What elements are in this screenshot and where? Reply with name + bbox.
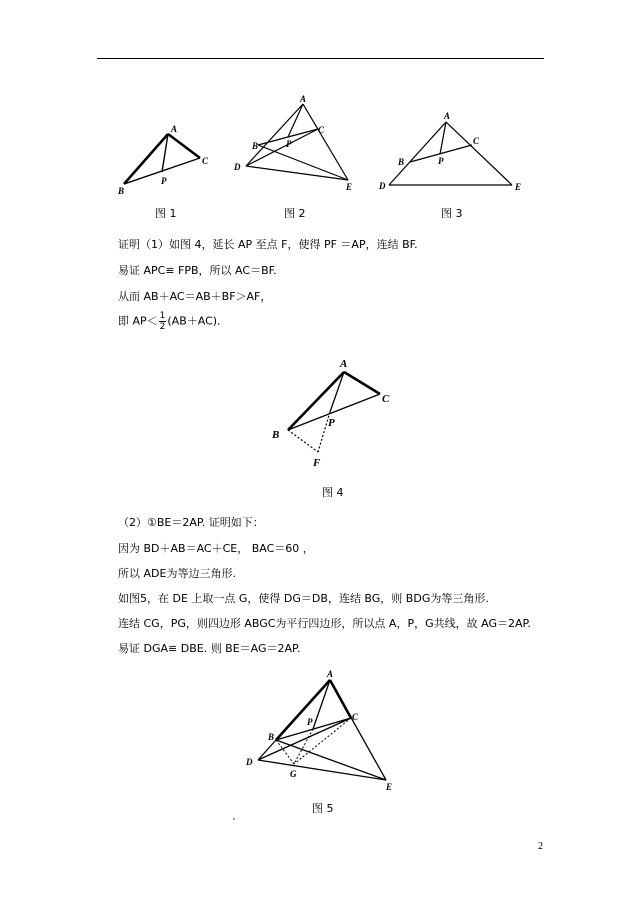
fig4-label-f: F	[313, 457, 321, 469]
fig5-label-c: C	[352, 712, 359, 722]
fig1-label-b: B	[118, 186, 125, 196]
fig2-label-p: P	[286, 139, 292, 149]
proof2-line5: 连结 CG，PG，则四边形 ABGC为平行四边形，所以点 A，P，G共线，故 AG＝2AP.	[118, 617, 531, 630]
fig4-label-p: P	[328, 417, 335, 429]
header-rule	[97, 58, 544, 59]
fig1-label-p: P	[161, 176, 167, 186]
fig2-label-b: B	[252, 141, 259, 151]
fig2-label-a: A	[300, 94, 307, 104]
proof1-line3: 从而 AB＋AC＝AB＋BF＞AF，	[118, 290, 272, 303]
fig5-label-d: D	[246, 757, 253, 767]
proof1-line4-suffix: (AB＋AC).	[167, 314, 221, 328]
fig4-label-b: B	[272, 429, 280, 441]
fig3-caption: 图 3	[441, 207, 463, 220]
fig3-label-e: E	[515, 182, 522, 192]
proof2-line1: （2）①BE＝2AP. 证明如下：	[118, 516, 264, 529]
fig2-label-d: D	[234, 162, 241, 172]
fig3-label-b: B	[398, 157, 405, 167]
figure-3	[372, 110, 532, 195]
proof1-line4	[118, 311, 221, 332]
fig2-caption: 图 2	[284, 207, 306, 220]
fig3-label-p: P	[438, 156, 444, 166]
fig1-label-c: C	[202, 156, 209, 166]
fig3-label-d: D	[379, 181, 386, 191]
fig3-label-a: A	[444, 111, 451, 121]
page-number: 2	[538, 841, 543, 852]
proof2-line2: 因为 BD＋AB＝AC＋CE， BAC＝60 ，	[118, 542, 314, 555]
fig5-label-g: G	[290, 769, 297, 779]
figure-1	[110, 120, 220, 200]
fig5-label-a: A	[327, 669, 334, 679]
figure-2	[230, 94, 360, 194]
stray-dot	[233, 818, 235, 820]
proof2-line4: 如图5，在 DE 上取一点 G，使得 DG＝DB，连结 BG，则 BDG为等三角形.	[118, 592, 489, 605]
proof1-line4-prefix: 即 AP＜	[118, 314, 158, 328]
fig2-label-c: C	[318, 125, 325, 135]
proof2-line6: 易证 DGA≌ DBE. 则 BE＝AG＝2AP.	[118, 642, 301, 655]
fig4-label-c: C	[382, 393, 390, 405]
fig5-caption: 图 5	[312, 802, 334, 815]
proof1-line1: 证明（1）如图 4，延长 AP 至点 F，使得 PF ＝AP，连结 BF.	[118, 238, 418, 251]
fig5-label-p: P	[307, 717, 313, 727]
fig2-label-e: E	[346, 182, 353, 192]
fig1-label-a: A	[171, 124, 178, 134]
fraction-denominator: 2	[159, 322, 166, 332]
figure-4	[262, 352, 402, 474]
fig3-label-c: C	[473, 136, 480, 146]
proof1-line2: 易证 APC≌ FPB，所以 AC＝BF.	[118, 264, 277, 277]
fraction-numerator: 1	[159, 311, 166, 321]
fraction-one-half	[159, 311, 167, 332]
figure-5	[240, 668, 410, 798]
fig1-caption: 图 1	[155, 207, 177, 220]
proof2-line3: 所以 ADE为等边三角形.	[118, 567, 236, 580]
fig5-label-b: B	[268, 732, 275, 742]
fig4-label-a: A	[340, 358, 348, 370]
fig4-caption: 图 4	[322, 486, 344, 499]
fig5-label-e: E	[386, 782, 393, 792]
